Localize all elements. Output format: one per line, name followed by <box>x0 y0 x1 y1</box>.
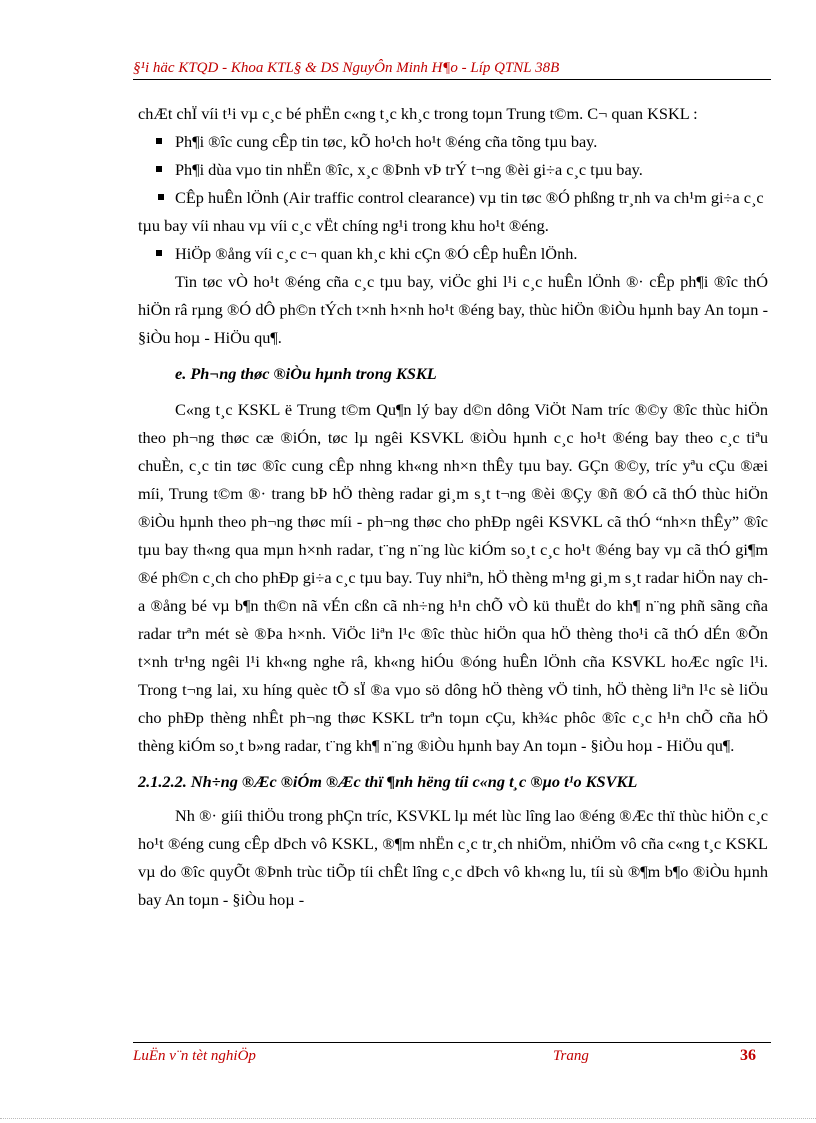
bullet-square-icon <box>158 194 164 200</box>
section-heading-2-1-2-2: 2.1.2.2. Nh÷ng ®Æc ®iÓm ®Æc thï ¶nh hëng tíi c«ng t¸c ®µo t¹o KSVKL <box>138 772 638 791</box>
bullet-square-icon <box>156 166 162 172</box>
page-header: §¹i häc KTQD - Khoa KTL§ & DS NguyÔn Minh H¶o - Líp QTNL 38B <box>133 60 560 76</box>
bullet-square-icon <box>156 138 162 144</box>
footer-page-label: Trang <box>553 1048 589 1064</box>
header-rule <box>133 79 771 80</box>
footer-rule <box>133 1042 771 1043</box>
bullet-item-3 <box>138 184 768 240</box>
page-number: 36 <box>740 1047 756 1064</box>
page-bottom-dotted-line <box>0 1118 816 1119</box>
bullet-text: HiÖp ®ång víi c¸c c¬ quan kh¸c khi cÇn ®Ó cÊp huÊn lÖnh. <box>175 244 578 263</box>
bullet-item-1 <box>138 128 768 156</box>
paragraph-4: Nh ®· giíi thiÖu trong phÇn tríc, KSVKL lµ mét lùc lîng lao ®éng ®Æc thï thùc hiÖn c¸c ho¹t ®éng cung cÊp dÞch vô KSKL, ®¶m nhËn c¸c tr¸ch nhiÖm, nhiÖm vô cña c«ng t¸c KSKL vµ do ®îc quyÕt ®Þnh trùc tiÕp tíi chÊt lîng c¸c dÞch vô kh«ng lu, tíi sù ®¶m b¶o ®iÒu hµnh bay An toµn - §iÒu hoµ - <box>138 806 768 909</box>
bullet-text: Ph¶i ®îc cung cÊp tin tøc, kÕ ho¹ch ho¹t ®éng cña tõng tµu bay. <box>175 132 598 151</box>
document-body <box>138 100 768 914</box>
bullet-text: Ph¶i dùa vµo tin nhËn ®îc, x¸c ®Þnh vÞ trÝ t¬ng ®èi gi÷a c¸c tµu bay. <box>175 160 643 179</box>
paragraph-3: C«ng t¸c KSKL ë Trung t©m Qu¶n lý bay d©n dông ViÖt Nam tríc ®©y ®îc thùc hiÖn theo ph¬ng thøc cæ ®iÓn, tøc lµ ngêi KSVKL ®iÒu hµnh c¸c ho¹t ®éng bay theo c¸c tiªu chuÈn, c¸c tin tøc ®îc cung cÊp nhng kh«ng nh×n thÊy tµu bay. GÇn ®©y, tríc yªu cÇu ®æi míi, Trung t©m ®· trang bÞ hÖ thèng radar gi¸m s¸t t¬ng ®èi ®Çy ®ñ ®Ó cã thÓ thùc hiÖn ®iÒu hµnh theo ph¬ng thøc míi - ph¬ng thøc cho phÐp ngêi KSVKL cã thÓ “nh×n thÊy” ®îc tµu bay th«ng qua mµn h×nh radar, t¨ng n¨ng lùc kiÓm so¸t c¸c ho¹t ®éng bay vµ cã thÓ gi¶m ®é ph©n c¸ch cho phÐp gi÷a c¸c tµu bay. Tuy nhiªn, hÖ thèng m¹ng gi¸m s¸t radar hiÖn nay cha ®ång bé vµ b¶n th©n nã vÉn cßn cã nh÷ng h¹n chÕ vÒ kü thuËt do kh¶ n¨ng phñ sãng cña radar trªn mét sè ®Þa h×nh. ViÖc liªn l¹c ®îc thùc hiÖn qua hÖ thèng tho¹i cã thÓ dÉn ®Õn t×nh tr¹ng ngêi l¹i kh«ng nghe râ, kh«ng hiÓu ®óng huÊn lÖnh cña KSVKL hoÆc ngîc l¹i. Trong t¬ng lai, xu híng quèc tÕ sÏ ®a vµo sö dông hÖ thèng vÖ tinh, hÖ thèng liªn l¹c sè liÖu cho phÐp thèng nhÊt ph¬ng thøc KSKL trªn toµn cÇu, kh¾c phôc ®îc c¸c h¹n chÕ cña hÖ thèng kiÓm so¸t b»ng radar, t¨ng kh¶ n¨ng ®iÒu hµnh bay An toµn - §iÒu hoµ - HiÖu qu¶. <box>138 400 768 755</box>
footer-left-text: LuËn v¨n tèt nghiÖp <box>133 1048 256 1064</box>
paragraph-1: chÆt chÏ víi t¹i vµ c¸c bé phËn c«ng t¸c kh¸c trong toµn Trung t©m. C¬ quan KSKL : <box>138 104 698 123</box>
bullet-item-4 <box>138 240 768 268</box>
section-heading-e: e. Ph¬ng thøc ®iÒu hµnh trong KSKL <box>175 364 437 383</box>
bullet-square-icon <box>156 250 162 256</box>
bullet-item-2 <box>138 156 768 184</box>
paragraph-2: Tin tøc vÒ ho¹t ®éng cña c¸c tµu bay, viÖc ghi l¹i c¸c huÊn lÖnh ®· cÊp ph¶i ®îc thÓ hiÖn râ rµng ®Ó dÔ ph©n tÝch t×nh h×nh ho¹t ®éng bay, thùc hiÖn ®iÒu hµnh bay An toµn - §iÒu hoµ - HiÖu qu¶. <box>138 272 768 347</box>
bullet-text: CÊp huÊn lÖnh (Air traffic control clearance) vµ tin tøc ®Ó phßng tr¸nh va ch¹m gi÷a c¸c tµu bay víi nhau vµ víi c¸c vËt chíng ng¹i trong khu ho¹t ®éng. <box>138 188 764 235</box>
